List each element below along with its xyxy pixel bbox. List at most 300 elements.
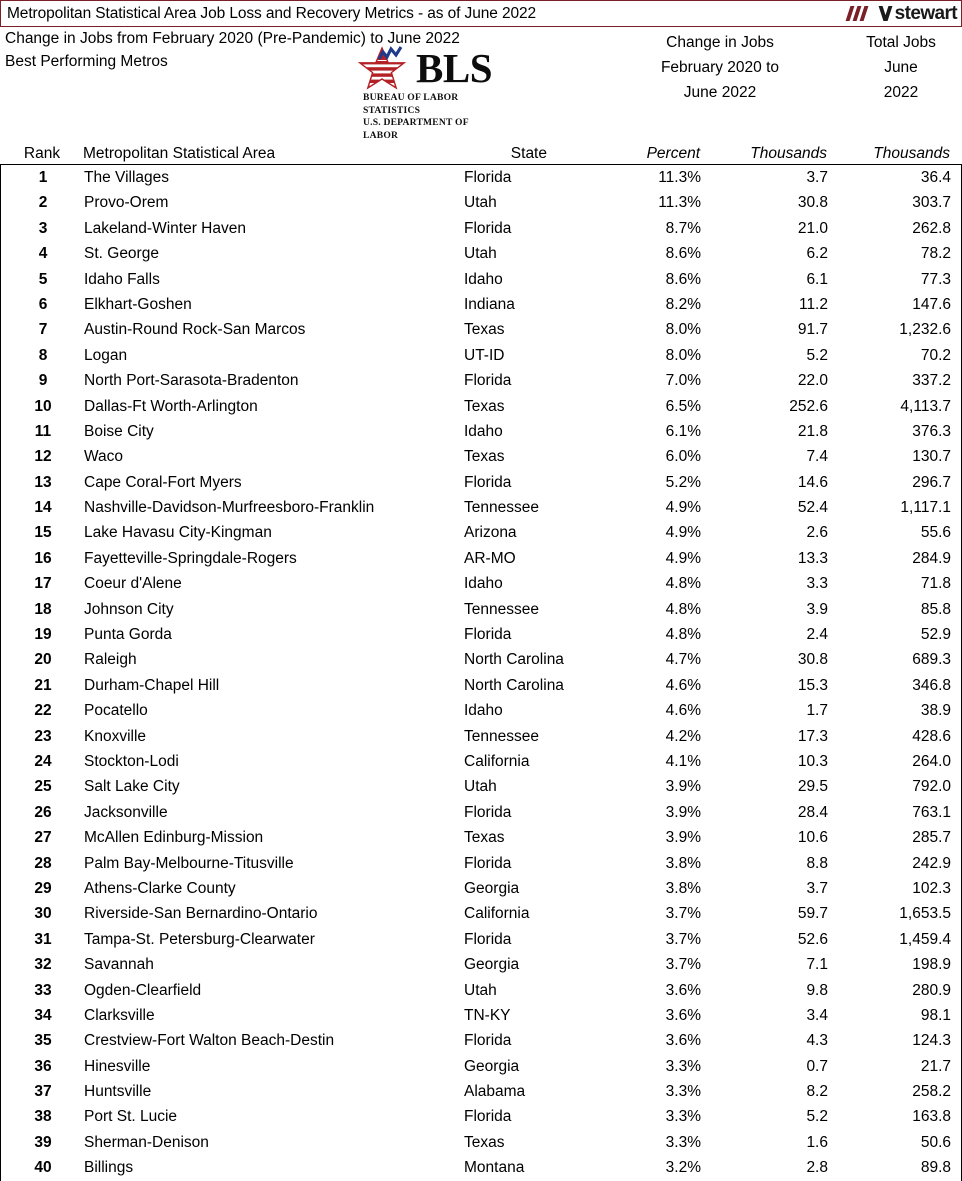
total-group-line-2: June (884, 59, 918, 76)
table-cell-state: Florida (464, 626, 512, 644)
table-cell-thousands: 6.1 (806, 270, 828, 288)
table-cell-rank: 37 (34, 1083, 52, 1101)
table-cell-thousands: 4.3 (806, 1032, 828, 1050)
column-header-msa: Metropolitan Statistical Area (83, 145, 276, 162)
table-cell-percent: 4.9% (665, 499, 701, 517)
table-cell-state: Florida (464, 854, 512, 872)
table-row (1, 647, 961, 672)
column-header-state: State (510, 145, 547, 162)
table-cell-thousands: 252.6 (789, 397, 828, 415)
table-cell-rank: 18 (34, 600, 52, 618)
table-cell-thousands: 3.9 (806, 600, 828, 618)
table-cell-thousands: 8.8 (806, 854, 828, 872)
table-cell-thousands: 28.4 (797, 803, 828, 821)
table-row (1, 495, 961, 520)
table-row (1, 165, 961, 190)
table-cell-rank: 10 (34, 397, 52, 415)
table-cell-total-thousands: 262.8 (912, 219, 951, 237)
table-cell-thousands: 21.8 (797, 422, 828, 440)
table-cell-thousands: 10.3 (797, 752, 828, 770)
table-cell-total-thousands: 130.7 (912, 448, 951, 466)
table-cell-thousands: 29.5 (797, 778, 828, 796)
report-header (0, 27, 962, 143)
table-cell-msa: Salt Lake City (84, 778, 180, 796)
table-cell-percent: 5.2% (665, 473, 701, 491)
table-cell-rank: 16 (34, 549, 52, 567)
table-cell-rank: 40 (34, 1159, 52, 1177)
table-row (1, 622, 961, 647)
table-cell-percent: 3.6% (665, 1032, 701, 1050)
table-cell-rank: 24 (34, 752, 52, 770)
table-cell-total-thousands: 55.6 (920, 524, 951, 542)
table-cell-state: Idaho (464, 422, 503, 440)
table-cell-rank: 26 (34, 803, 52, 821)
table-cell-state: North Carolina (464, 651, 564, 669)
table-cell-rank: 28 (34, 854, 52, 872)
table-cell-total-thousands: 792.0 (912, 778, 951, 796)
table-cell-rank: 38 (34, 1108, 52, 1126)
table-cell-msa: Coeur d'Alene (84, 575, 182, 593)
column-group-total-jobs (846, 30, 956, 105)
table-cell-percent: 8.6% (665, 245, 701, 263)
table-body (0, 165, 962, 1181)
table-cell-percent: 3.3% (665, 1108, 701, 1126)
table-cell-thousands: 7.1 (806, 956, 828, 974)
table-row (1, 394, 961, 419)
table-cell-state: Utah (464, 245, 497, 263)
table-cell-msa: Elkhart-Goshen (84, 295, 192, 313)
bls-logo-mark (356, 45, 506, 93)
table-cell-rank: 29 (34, 879, 52, 897)
table-cell-state: Florida (464, 803, 512, 821)
table-cell-state: California (464, 752, 530, 770)
table-cell-state: Texas (464, 397, 505, 415)
table-cell-thousands: 2.6 (806, 524, 828, 542)
table-cell-state: Tennessee (464, 499, 539, 517)
table-cell-total-thousands: 77.3 (920, 270, 951, 288)
table-cell-total-thousands: 242.9 (912, 854, 951, 872)
table-cell-msa: Lakeland-Winter Haven (84, 219, 246, 237)
table-cell-msa: Johnson City (84, 600, 174, 618)
table-cell-msa: Pocatello (84, 702, 148, 720)
table-row (1, 546, 961, 571)
table-row (1, 267, 961, 292)
table-cell-total-thousands: 85.8 (920, 600, 951, 618)
table-cell-state: Florida (464, 473, 512, 491)
table-cell-msa: Dallas-Ft Worth-Arlington (84, 397, 258, 415)
stewart-caret-icon (879, 6, 892, 21)
table-cell-msa: Palm Bay-Melbourne-Titusville (84, 854, 294, 872)
table-cell-thousands: 8.2 (806, 1083, 828, 1101)
table-cell-total-thousands: 124.3 (912, 1032, 951, 1050)
table-cell-thousands: 3.4 (806, 1006, 828, 1024)
table-cell-total-thousands: 163.8 (912, 1108, 951, 1126)
table-cell-rank: 34 (34, 1006, 52, 1024)
change-group-line-3: June 2022 (683, 84, 757, 101)
table-cell-state: Tennessee (464, 600, 539, 618)
table-cell-msa: Stockton-Lodi (84, 752, 179, 770)
table-row (1, 190, 961, 215)
table-row (1, 343, 961, 368)
table-cell-rank: 36 (34, 1057, 52, 1075)
table-cell-msa: The Villages (84, 169, 170, 186)
bls-logo (356, 45, 506, 141)
table-cell-thousands: 52.6 (797, 930, 828, 948)
table-cell-percent: 11.3% (658, 194, 701, 212)
table-cell-percent: 3.6% (665, 1006, 701, 1024)
table-cell-thousands: 91.7 (797, 321, 828, 339)
table-cell-msa: Huntsville (84, 1083, 152, 1101)
table-cell-state: Georgia (464, 879, 520, 897)
table-row (1, 749, 961, 774)
table-cell-msa: North Port-Sarasota-Bradenton (84, 372, 299, 390)
table-cell-state: UT-ID (464, 346, 505, 364)
table-cell-msa: Tampa-St. Petersburg-Clearwater (84, 930, 315, 948)
table-row (1, 825, 961, 850)
table-cell-state: Idaho (464, 702, 503, 720)
table-cell-msa: Punta Gorda (84, 626, 172, 644)
total-group-line-3: 2022 (883, 84, 919, 101)
table-cell-thousands: 0.7 (806, 1057, 828, 1075)
table-cell-state: Texas (464, 829, 505, 847)
table-cell-state: Alabama (464, 1083, 526, 1101)
table-cell-percent: 11.3% (658, 169, 701, 186)
table-cell-msa: Port St. Lucie (84, 1108, 178, 1126)
table-cell-percent: 3.3% (665, 1083, 701, 1101)
table-row (1, 901, 961, 926)
column-group-change-in-jobs (596, 30, 844, 105)
table-cell-rank: 33 (34, 981, 52, 999)
table-cell-total-thousands: 38.9 (920, 702, 951, 720)
table-row (1, 419, 961, 444)
table-cell-rank: 14 (34, 499, 52, 517)
bls-subtitle-line-1: BUREAU OF LABOR STATISTICS (363, 92, 459, 116)
table-cell-msa: Waco (84, 448, 124, 466)
table-row (1, 952, 961, 977)
column-header-thousands: Thousands (750, 145, 827, 162)
table-cell-total-thousands: 71.8 (920, 575, 951, 593)
table-cell-state: California (464, 905, 530, 923)
table-cell-state: Florida (464, 930, 512, 948)
table-cell-total-thousands: 337.2 (912, 372, 951, 390)
table-row (1, 368, 961, 393)
table-cell-rank: 6 (38, 295, 48, 313)
table-cell-percent: 8.6% (665, 270, 701, 288)
table-cell-percent: 3.9% (665, 829, 701, 847)
table-cell-percent: 8.2% (665, 295, 701, 313)
table-cell-total-thousands: 102.3 (912, 879, 951, 897)
table-cell-rank: 22 (34, 702, 52, 720)
table-row (1, 571, 961, 596)
table-cell-total-thousands: 264.0 (912, 752, 951, 770)
table-cell-state: Texas (464, 321, 505, 339)
table-cell-percent: 6.1% (665, 422, 701, 440)
bls-subtitle (363, 92, 506, 142)
table-row (1, 724, 961, 749)
table-cell-total-thousands: 258.2 (912, 1083, 951, 1101)
table-cell-thousands: 13.3 (797, 549, 828, 567)
table-cell-total-thousands: 78.2 (920, 245, 951, 263)
table-cell-thousands: 59.7 (797, 905, 828, 923)
stewart-wordmark: stewart (894, 3, 957, 24)
table-cell-msa: Fayetteville-Springdale-Rogers (84, 549, 297, 567)
table-cell-percent: 7.0% (665, 372, 701, 390)
table-cell-total-thousands: 36.4 (920, 169, 951, 186)
bls-star-icon (358, 47, 414, 93)
table-cell-rank: 2 (38, 194, 48, 212)
table-cell-total-thousands: 1,232.6 (899, 321, 951, 339)
table-cell-state: Tennessee (464, 727, 539, 745)
table-cell-total-thousands: 4,113.7 (900, 397, 951, 415)
table-cell-rank: 4 (38, 245, 48, 263)
table-cell-msa: Billings (84, 1159, 134, 1177)
table-cell-percent: 4.9% (665, 549, 701, 567)
table-cell-state: Texas (464, 448, 505, 466)
table-row (1, 1130, 961, 1155)
table-cell-percent: 4.8% (665, 600, 701, 618)
table-cell-msa: Savannah (84, 956, 154, 974)
table-cell-state: Georgia (464, 1057, 520, 1075)
table-row (1, 317, 961, 342)
table-row (1, 927, 961, 952)
table-row (1, 1104, 961, 1129)
table-cell-percent: 3.3% (665, 1133, 701, 1151)
table-cell-rank: 17 (34, 575, 52, 593)
table-cell-msa: Durham-Chapel Hill (84, 676, 220, 694)
table-cell-total-thousands: 1,459.4 (899, 930, 951, 948)
table-cell-percent: 4.9% (665, 524, 701, 542)
table-cell-percent: 4.7% (665, 651, 701, 669)
table-cell-rank: 25 (34, 778, 52, 796)
table-cell-total-thousands: 21.7 (920, 1057, 951, 1075)
table-cell-msa: Nashville-Davidson-Murfreesboro-Franklin (84, 499, 375, 517)
table-row (1, 241, 961, 266)
change-group-line-2: February 2020 to (660, 59, 780, 76)
title-bar (0, 0, 962, 27)
table-cell-thousands: 1.6 (806, 1133, 828, 1151)
table-cell-percent: 3.7% (665, 905, 701, 923)
table-cell-rank: 31 (34, 930, 52, 948)
table-cell-rank: 5 (38, 270, 48, 288)
table-cell-msa: Lake Havasu City-Kingman (84, 524, 272, 542)
table-cell-thousands: 1.7 (806, 702, 828, 720)
table-cell-thousands: 30.8 (797, 194, 828, 212)
table-cell-msa: Austin-Round Rock-San Marcos (84, 321, 306, 339)
table-cell-rank: 1 (38, 169, 48, 186)
table-cell-msa: Raleigh (84, 651, 137, 669)
table-cell-state: AR-MO (464, 549, 516, 567)
table-row (1, 470, 961, 495)
table-row (1, 216, 961, 241)
table-cell-total-thousands: 1,653.5 (899, 905, 951, 923)
table-header-row (0, 143, 962, 165)
table-cell-state: Florida (464, 169, 512, 186)
table-cell-thousands: 17.3 (797, 727, 828, 745)
table-cell-rank: 8 (38, 346, 48, 364)
table-row (1, 444, 961, 469)
table-cell-msa: McAllen Edinburg-Mission (84, 829, 264, 847)
table-cell-rank: 32 (34, 956, 52, 974)
table-cell-percent: 4.6% (665, 676, 701, 694)
page-title: Metropolitan Statistical Area Job Loss and Recovery Metrics - as of June 2022 (7, 4, 537, 22)
table-cell-percent: 4.1% (665, 752, 701, 770)
table-cell-msa: Sherman-Denison (84, 1133, 209, 1151)
table-cell-total-thousands: 1,117.1 (900, 499, 951, 517)
table-cell-rank: 11 (34, 422, 52, 440)
table-cell-state: Utah (464, 778, 497, 796)
table-cell-total-thousands: 198.9 (912, 956, 951, 974)
table-cell-state: Montana (464, 1159, 525, 1177)
subtitle-secondary: Best Performing Metros (5, 53, 168, 70)
table-cell-msa: Cape Coral-Fort Myers (84, 473, 242, 491)
table-cell-msa: Riverside-San Bernardino-Ontario (84, 905, 318, 923)
table-row (1, 876, 961, 901)
table-cell-percent: 3.3% (665, 1057, 701, 1075)
table-cell-rank: 15 (34, 524, 52, 542)
stewart-logo (848, 1, 957, 26)
table-cell-thousands: 3.7 (806, 169, 828, 186)
table-row (1, 597, 961, 622)
table-cell-percent: 4.6% (665, 702, 701, 720)
table-cell-state: Texas (464, 1133, 505, 1151)
table-cell-total-thousands: 428.6 (912, 727, 951, 745)
bls-subtitle-line-2: U.S. DEPARTMENT OF LABOR (363, 117, 469, 141)
table-cell-rank: 7 (38, 321, 48, 339)
table-row (1, 800, 961, 825)
table-row (1, 1003, 961, 1028)
table-cell-percent: 3.8% (665, 879, 701, 897)
table-cell-state: Florida (464, 219, 512, 237)
table-cell-total-thousands: 689.3 (912, 651, 951, 669)
table-cell-msa: Idaho Falls (84, 270, 160, 288)
table-cell-rank: 20 (34, 651, 52, 669)
table-cell-state: Florida (464, 1032, 512, 1050)
table-cell-percent: 3.9% (665, 803, 701, 821)
table-cell-state: Georgia (464, 956, 520, 974)
subtitle-primary: Change in Jobs from February 2020 (Pre-Pandemic) to June 2022 (5, 30, 460, 47)
table-cell-state: Indiana (464, 295, 515, 313)
table-cell-total-thousands: 303.7 (912, 194, 951, 212)
table-cell-total-thousands: 98.1 (920, 1006, 951, 1024)
table-cell-thousands: 5.2 (806, 1108, 828, 1126)
table-cell-thousands: 9.8 (806, 981, 828, 999)
table-cell-total-thousands: 376.3 (912, 422, 951, 440)
table-cell-thousands: 22.0 (797, 372, 828, 390)
table-cell-total-thousands: 346.8 (912, 676, 951, 694)
table-cell-state: Idaho (464, 575, 503, 593)
table-cell-thousands: 30.8 (797, 651, 828, 669)
table-row (1, 774, 961, 799)
table-row (1, 698, 961, 723)
table-cell-percent: 4.2% (665, 727, 701, 745)
table-cell-msa: Ogden-Clearfield (84, 981, 202, 999)
table-cell-total-thousands: 296.7 (912, 473, 951, 491)
table-cell-state: Utah (464, 981, 497, 999)
table-cell-percent: 4.8% (665, 575, 701, 593)
table-cell-thousands: 6.2 (806, 245, 828, 263)
table-cell-thousands: 2.4 (806, 626, 828, 644)
table-cell-msa: Boise City (84, 422, 154, 440)
bls-letters: BLS (416, 45, 492, 91)
column-header-total-thousands: Thousands (873, 145, 950, 162)
table-cell-total-thousands: 50.6 (920, 1133, 951, 1151)
table-cell-rank: 21 (34, 676, 52, 694)
table-cell-total-thousands: 763.1 (912, 803, 951, 821)
table-cell-thousands: 15.3 (797, 676, 828, 694)
table-cell-total-thousands: 284.9 (912, 549, 951, 567)
table-cell-total-thousands: 147.6 (912, 295, 951, 313)
table-cell-msa: Crestview-Fort Walton Beach-Destin (84, 1032, 335, 1050)
table-cell-rank: 35 (34, 1032, 52, 1050)
table-cell-rank: 30 (34, 905, 52, 923)
table-cell-percent: 8.0% (665, 321, 701, 339)
total-group-line-1: Total Jobs (866, 34, 936, 51)
table-cell-state: Utah (464, 194, 497, 212)
table-cell-rank: 13 (34, 473, 52, 491)
table-cell-state: TN-KY (464, 1006, 511, 1024)
table-cell-percent: 8.0% (665, 346, 701, 364)
table-cell-total-thousands: 89.8 (920, 1159, 951, 1177)
table-cell-thousands: 3.7 (806, 879, 828, 897)
table-cell-rank: 9 (38, 372, 48, 390)
table-cell-percent: 3.9% (665, 778, 701, 796)
table-cell-total-thousands: 285.7 (912, 829, 951, 847)
table-cell-state: Idaho (464, 270, 503, 288)
table-cell-msa: St. George (84, 245, 159, 263)
table-cell-thousands: 52.4 (797, 499, 828, 517)
table-cell-percent: 6.0% (665, 448, 701, 466)
table-cell-msa: Clarksville (84, 1006, 155, 1024)
table-cell-msa: Hinesville (84, 1057, 151, 1075)
table-cell-total-thousands: 52.9 (920, 626, 951, 644)
column-header-percent: Percent (646, 145, 700, 162)
table-cell-thousands: 21.0 (797, 219, 828, 237)
table-cell-thousands: 2.8 (806, 1159, 828, 1177)
table-cell-rank: 19 (34, 626, 52, 644)
table-cell-thousands: 11.2 (798, 295, 828, 313)
table-row (1, 1155, 961, 1180)
table-cell-state: Arizona (464, 524, 517, 542)
table-cell-rank: 23 (34, 727, 52, 745)
table-row (1, 520, 961, 545)
table-cell-msa: Knoxville (84, 727, 147, 745)
table-cell-total-thousands: 280.9 (912, 981, 951, 999)
table-cell-rank: 3 (38, 219, 48, 237)
table-row (1, 292, 961, 317)
table-row (1, 851, 961, 876)
table-cell-state: Florida (464, 1108, 512, 1126)
table-cell-percent: 3.7% (665, 930, 701, 948)
table-row (1, 1028, 961, 1053)
table-cell-thousands: 10.6 (797, 829, 828, 847)
table-cell-msa: Logan (84, 346, 128, 364)
table-cell-total-thousands: 70.2 (920, 346, 951, 364)
table-cell-percent: 8.7% (665, 219, 701, 237)
table-cell-thousands: 14.6 (797, 473, 828, 491)
table-cell-msa: Jacksonville (84, 803, 168, 821)
stewart-bars-icon (848, 6, 878, 21)
table-cell-state: North Carolina (464, 676, 564, 694)
table-row (1, 1054, 961, 1079)
column-header-rank: Rank (23, 145, 61, 162)
change-group-line-1: Change in Jobs (666, 34, 774, 51)
table-cell-percent: 4.8% (665, 626, 701, 644)
table-cell-msa: Athens-Clarke County (84, 879, 236, 897)
table-cell-percent: 3.7% (665, 956, 701, 974)
table-cell-msa: Provo-Orem (84, 194, 169, 212)
table-cell-thousands: 5.2 (806, 346, 828, 364)
table-cell-percent: 3.6% (665, 981, 701, 999)
